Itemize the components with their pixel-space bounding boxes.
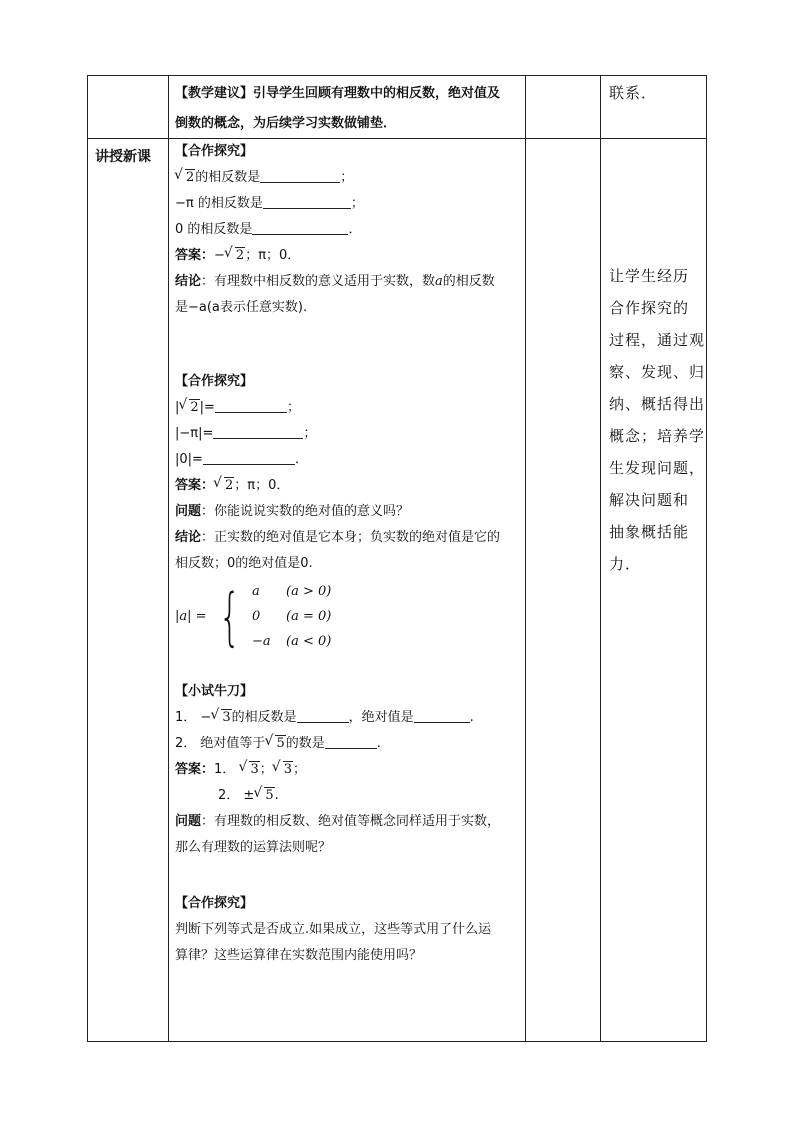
teaching-suggestion-heading: 【教学建议】 (175, 86, 254, 101)
answer-blank (203, 450, 295, 465)
sqrt-symbol: √ 5 (254, 783, 274, 809)
section-2-heading: 【合作探究】 (175, 374, 254, 389)
answer-blank (297, 708, 349, 723)
design-intent-line: 察、发现、归 (609, 363, 706, 381)
section-3-question: 问题：有理数的相反数、绝对值等概念同样适用于实数， (175, 814, 501, 829)
section-3-answer-2: 2． ±√ 5. (175, 783, 525, 809)
section-2-conclusion: 结论：正实数的绝对值是它本身；负实数的绝对值是它的 (175, 530, 501, 545)
section-4-line-2: 算律？这些运算律在实数范围内能使用吗？ (175, 948, 423, 963)
sqrt-symbol: √ 2 (175, 165, 195, 191)
row1-note: 联系． (609, 84, 658, 102)
section-3 (175, 679, 525, 861)
practice-1: 1． −√ 3的相反数是 ，绝对值是 . (175, 705, 525, 731)
section-1-heading: 【合作探究】 (175, 144, 254, 159)
absolute-value-formula (175, 579, 331, 654)
table-col-divider-2 (525, 75, 526, 1042)
formula-case-2: 0 (a = 0) (252, 609, 332, 624)
section-2-q3: |0|= ． (175, 452, 308, 467)
table-col-divider-3 (600, 75, 601, 1042)
table-border-right (706, 75, 707, 1042)
answer-blank (213, 424, 303, 439)
design-intent-line: 过程，通过观 (609, 331, 706, 349)
section-1-q1: √ 2的相反数是 ； (175, 165, 525, 191)
design-intent-line: 纳、概括得出 (609, 395, 706, 413)
answer-blank (215, 398, 287, 413)
teaching-suggestion-line-1 (175, 79, 525, 109)
section-2-answer: 答案：√ 2；π；0． (175, 473, 525, 499)
lesson-table (87, 75, 707, 1042)
sqrt-symbol: √ 3 (211, 705, 231, 731)
design-intent (609, 260, 705, 580)
section-label: 讲授新课 (95, 149, 151, 165)
section-3-question-2: 那么有理数的运算法则呢？ (175, 840, 332, 855)
sqrt-symbol: √ 3 (239, 757, 259, 783)
design-intent-line: 生发现问题， (609, 459, 706, 477)
design-intent-line: 合作探究的 (609, 299, 690, 317)
section-2-conclusion-2: 相反数；0的绝对值是0. (175, 556, 313, 571)
section-2 (175, 369, 525, 654)
section-4-line-1: 判断下列等式是否成立.如果成立，这些等式用了什么运 (175, 922, 492, 937)
section-2-q1: |√ 2|= ； (175, 395, 525, 421)
design-intent-line: 让学生经历 (609, 267, 690, 285)
design-intent-line: 力． (609, 555, 642, 573)
teaching-suggestion-line-2: 倒数的概念，为后续学习实数做铺垫． (175, 116, 397, 131)
section-4-heading: 【合作探究】 (175, 896, 254, 911)
design-intent-line: 解决问题和 (609, 491, 690, 509)
design-intent-line: 抽象概括能 (609, 523, 690, 541)
section-1-q3: 0 的相反数是 ． (175, 222, 362, 237)
section-1-conclusion-2: 是−a(a表示任意实数). (175, 300, 308, 315)
section-3-heading: 【小试牛刀】 (175, 684, 254, 699)
table-border-top (87, 75, 707, 76)
formula-case-1: a (a > 0) (252, 584, 332, 599)
formula-case-3: −a (a < 0) (252, 634, 332, 649)
answer-blank (260, 168, 340, 183)
section-3-answer-1: 答案：1． √ 3；√ 3； (175, 757, 525, 783)
brace-symbol: { (218, 579, 241, 653)
teaching-suggestion (175, 79, 525, 139)
table-col-divider-1 (168, 75, 169, 1042)
sqrt-symbol: √ 3 (273, 757, 293, 783)
formula-cases (252, 579, 331, 654)
section-4 (175, 891, 525, 969)
teaching-suggestion-text-a: 引导学生回顾有理数中的相反数，绝对值及 (253, 86, 501, 101)
section-2-question: 问题：你能说说实数的绝对值的意义吗？ (175, 504, 410, 519)
answer-blank (414, 708, 470, 723)
section-1 (175, 139, 525, 321)
sqrt-symbol: √ 2 (225, 243, 245, 269)
table-border-left (87, 75, 88, 1042)
answer-blank (325, 734, 377, 749)
sqrt-symbol: √ 5 (265, 731, 285, 757)
sqrt-symbol: √ 2 (179, 395, 199, 421)
formula-lhs: |a| = (175, 608, 207, 624)
table-border-bottom (87, 1041, 707, 1042)
section-2-q2: |−π|= ； (175, 426, 317, 441)
practice-2: 2． 绝对值等于√ 5的数是 . (175, 731, 525, 757)
answer-blank (252, 220, 348, 235)
design-intent-line: 概念；培养学 (609, 427, 706, 445)
sqrt-symbol: √ 2 (214, 473, 234, 499)
section-1-conclusion: 结论：有理数中相反数的意义适用于实数，数a的相反数 (175, 274, 495, 289)
section-1-answer: 答案：−√ 2；π；0． (175, 243, 525, 269)
section-1-q2: −π 的相反数是 ； (175, 196, 364, 211)
answer-blank (263, 194, 351, 209)
